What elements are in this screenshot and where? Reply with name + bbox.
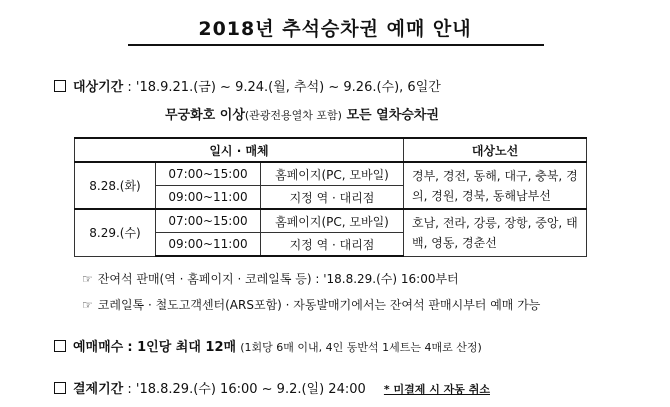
header-route: 대상노선 [404,138,587,162]
pointing-hand-icon: ☞ [82,272,93,286]
count-label: 예매매수 [73,340,124,355]
pointing-hand-icon: ☞ [82,298,93,312]
time-cell: 07:00~15:00 [156,162,261,186]
count-line [54,336,482,355]
note-text: 코레일톡 · 철도고객센터(ARS포함) · 자동발매기에서는 잔여석 판매시부터 예매 가능 [97,298,541,312]
scope-line [165,104,439,123]
table-header-row [75,138,587,162]
payment-line [54,378,490,397]
checkbox-icon [54,80,66,92]
table-row [75,162,587,186]
period-value: : '18.9.21.(금) ~ 9.24.(월, 추석) ~ 9.26.(수), 6일간 [127,80,441,95]
title-underline [128,44,544,46]
period-label: 대상기간 [73,80,124,95]
media-cell: 지정 역 · 대리점 [261,233,404,257]
header-datetime: 일시 · 매체 [75,138,404,162]
time-cell: 09:00~11:00 [156,186,261,210]
date-cell: 8.28.(화) [75,162,156,209]
payment-label: 결제기간 [73,382,124,397]
table-row [75,209,587,233]
count-detail: (1회당 6매 이내, 4인 동반석 1세트는 4매로 산정) [240,341,482,354]
checkbox-icon [54,340,66,352]
count-value: : 1인당 최대 12매 [127,340,237,355]
route-cell: 경부, 경전, 동해, 대구, 충북, 경의, 경원, 경북, 동해남부선 [404,162,587,209]
media-cell: 홈페이지(PC, 모바일) [261,209,404,233]
scope-part1: 무궁화호 이상 [165,108,245,123]
payment-value: : '18.8.29.(수) 16:00 ~ 9.2.(일) 24:00 [127,382,366,397]
period-line [54,76,441,95]
schedule-table [74,137,587,257]
note-text: 잔여석 판매(역 · 홈페이지 · 코레일톡 등) : '18.8.29.(수) 16:00부터 [97,272,459,286]
payment-warning: * 미결제 시 자동 취소 [383,383,490,396]
media-cell: 지정 역 · 대리점 [261,186,404,210]
checkbox-icon [54,382,66,394]
time-cell: 09:00~11:00 [156,233,261,257]
route-cell: 호남, 전라, 강릉, 장항, 중앙, 태백, 영동, 경춘선 [404,209,587,256]
scope-part3: 모든 열차승차권 [341,108,439,123]
page-title: 2018년 추석승차권 예매 안내 [198,18,472,40]
date-cell: 8.29.(수) [75,209,156,256]
note-line [82,296,540,313]
scope-part2: (관광전용열차 포함) [244,109,342,122]
media-cell: 홈페이지(PC, 모바일) [261,162,404,186]
note-line [82,270,459,287]
time-cell: 07:00~15:00 [156,209,261,233]
